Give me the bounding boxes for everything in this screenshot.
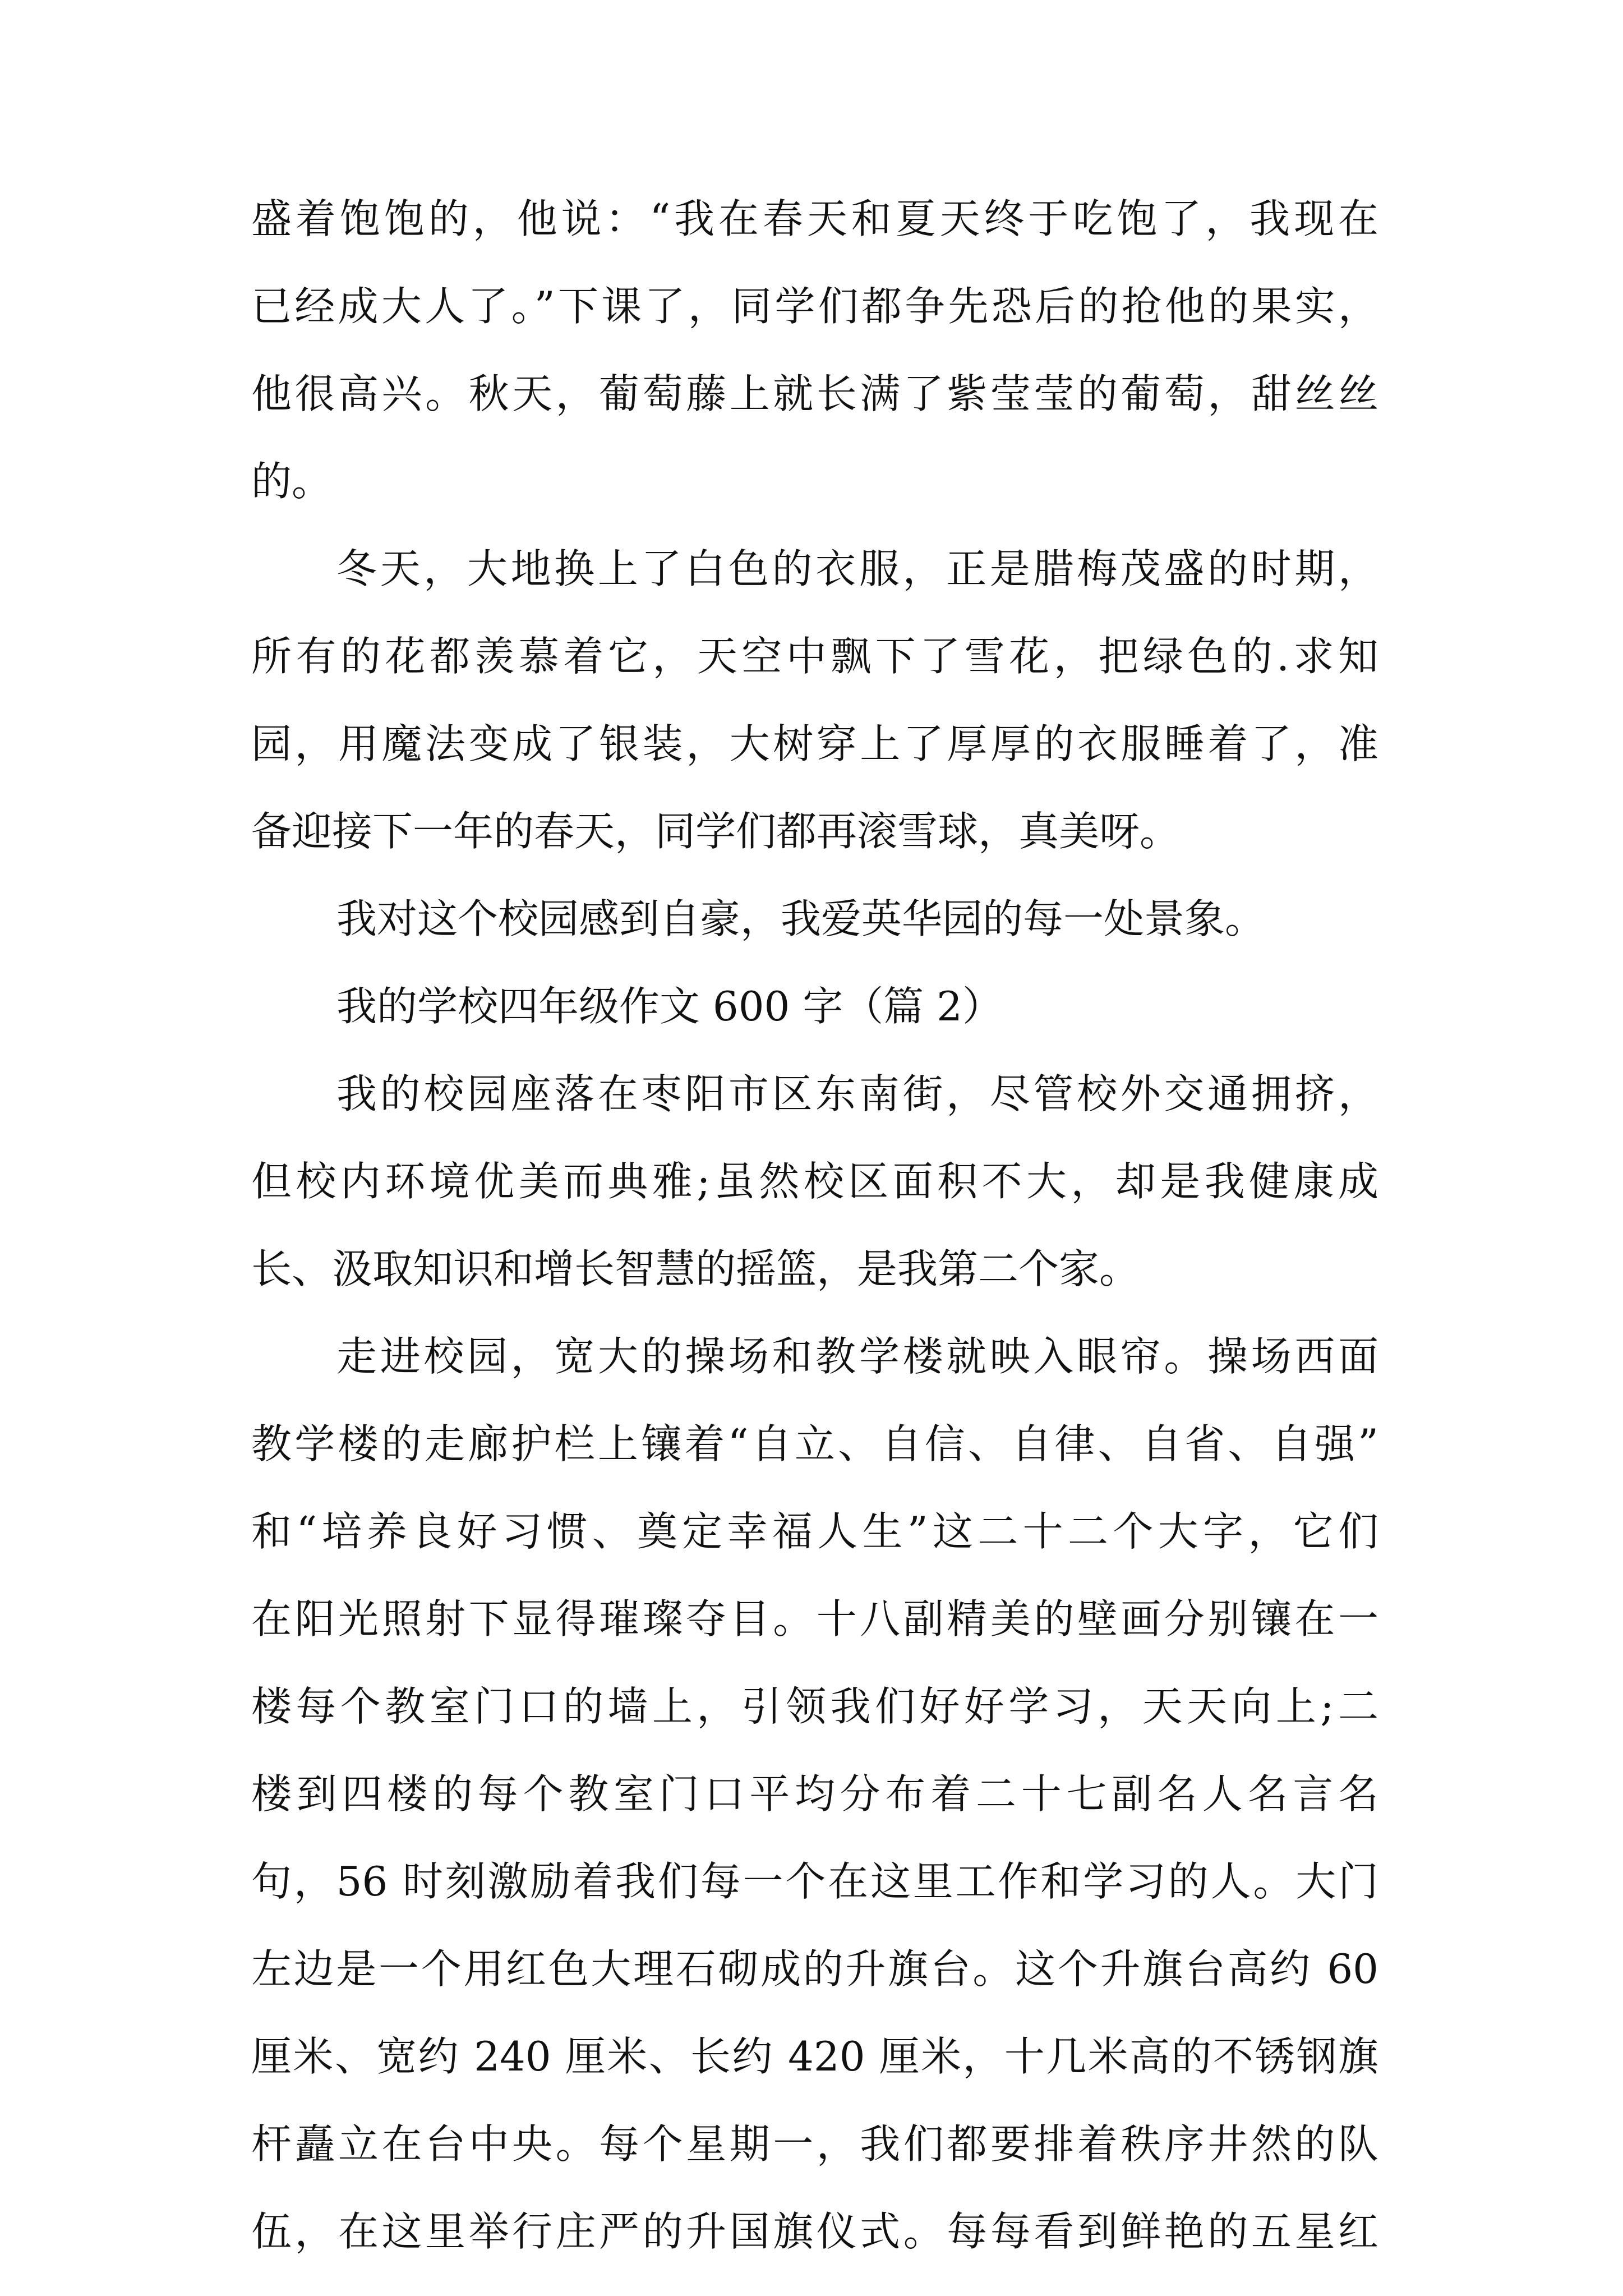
text-line: 的。	[251, 458, 333, 505]
text-line: 他很高兴。秋天，葡萄藤上就长满了紫莹莹的葡萄，甜丝丝	[251, 370, 1378, 417]
paragraph-first-line: 我的校园座落在枣阳市区东南街，尽管校外交通拥挤，	[336, 1070, 1378, 1117]
paragraph-first-line: 我对这个校园感到自豪，我爱英华园的每一处景象。	[336, 895, 1266, 942]
text-line: 但校内环境优美而典雅;虽然校区面积不大，却是我健康成	[251, 1158, 1378, 1205]
text-line: 长、汲取知识和增长智慧的摇篮，是我第二个家。	[251, 1245, 1140, 1292]
text-line: 杆矗立在台中央。每个星期一，我们都要排着秩序井然的队	[251, 2120, 1378, 2168]
text-line: 园，用魔法变成了银装，大树穿上了厚厚的衣服睡着了，准	[251, 720, 1378, 767]
text-line: 已经成大人了。”下课了，同学们都争先恐后的抢他的果实，	[251, 283, 1378, 330]
text-line: 备迎接下一年的春天，同学们都再滚雪球，真美呀。	[251, 808, 1181, 855]
text-line: 楼到四楼的每个教室门口平均分布着二十七副名人名言名	[251, 1770, 1378, 1818]
text-line: 教学楼的走廊护栏上镶着“自立、自信、自律、自省、自强”	[251, 1420, 1378, 1467]
text-line: 在阳光照射下显得璀璨夺目。十八副精美的壁画分别镶在一	[251, 1595, 1378, 1642]
text-line: 伍，在这里举行庄严的升国旗仪式。每每看到鲜艳的五星红	[251, 2208, 1378, 2255]
text-line: 左边是一个用红色大理石砌成的升旗台。这个升旗台高约 60	[251, 1945, 1378, 1993]
paragraph-first-line: 走进校园，宽大的操场和教学楼就映入眼帘。操场西面	[336, 1333, 1378, 1380]
text-line: 盛着饱饱的，他说：“我在春天和夏天终于吃饱了，我现在	[251, 195, 1378, 242]
section-heading: 我的学校四年级作文 600 字（篇 2）	[336, 983, 1003, 1030]
paragraph-first-line: 冬天，大地换上了白色的衣服，正是腊梅茂盛的时期，	[336, 545, 1378, 592]
text-line: 句，56 时刻激励着我们每一个在这里工作和学习的人。大门	[251, 1858, 1378, 1905]
text-line: 厘米、宽约 240 厘米、长约 420 厘米，十几米高的不锈钢旗	[251, 2033, 1378, 2080]
text-line: 和“培养良好习惯、奠定幸福人生”这二十二个大字，它们	[251, 1508, 1378, 1555]
text-line: 所有的花都羡慕着它，天空中飘下了雪花，把绿色的.求知	[251, 633, 1378, 680]
text-line: 楼每个教室门口的墙上，引领我们好好学习，天天向上;二	[251, 1683, 1378, 1730]
